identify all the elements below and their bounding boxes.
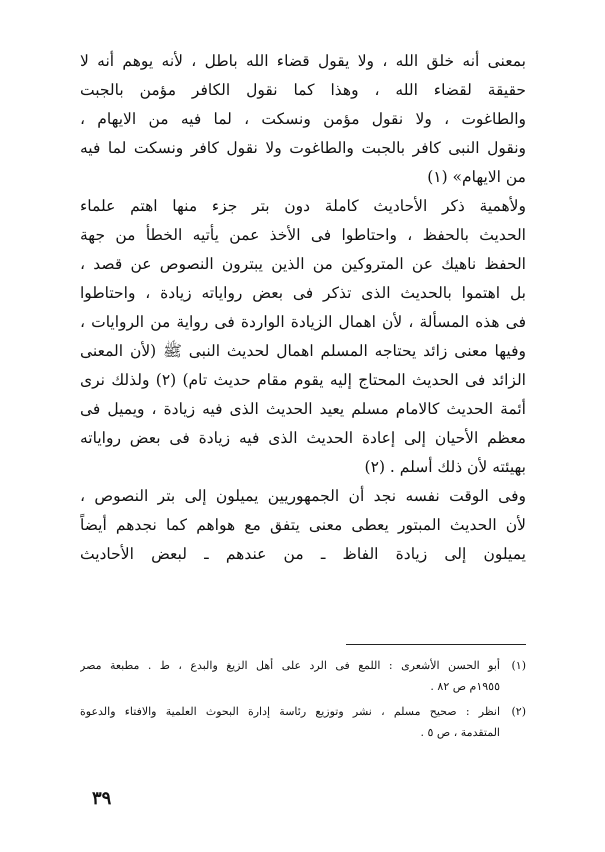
text-line: وفيها معنى زائد يحتاجه المسلم اهمال لحديث النبى ﷺ (لأن المعنى — [80, 342, 526, 360]
main-text — [80, 47, 526, 569]
text-line: لأن الحديث المبتور يعطى معنى يتفق مع هواهم كما نجدهم أيضاً — [80, 516, 526, 534]
text-line: وفى الوقت نفسه نجد أن الجمهوريين يميلون إلى بتر النصوص ، — [80, 487, 526, 505]
text-line: من الايهام» (١) — [427, 168, 526, 186]
footnote-number: (٢) — [511, 705, 526, 718]
text-line: معظم الأحيان إلى إعادة الحديث الذى فيه زيادة فى بعض رواياته — [80, 429, 526, 447]
text-line: الحفظ ناهيك عن المتروكين من الذين يبترون النصوص عن قصد ، — [80, 255, 526, 273]
text-line: حقيقة لقضاء الله ، وهذا كما نقول الكافر مؤمن بالجبت — [80, 81, 526, 99]
page-number: ٣٩ — [92, 788, 112, 809]
footnote-line: المتقدمة ، ص ٥ . — [420, 726, 500, 739]
footnote-text — [80, 701, 500, 743]
text-line: ولأهمية ذكر الأحاديث كاملة دون بتر جزء منها اهتم علماء — [80, 197, 526, 215]
text-line: يميلون إلى زيادة الفاظ ـ من عندهم ـ لبعض الأحاديث — [80, 545, 526, 563]
text-line: بهيئته لأن ذلك أسلم . (٢) — [364, 458, 526, 476]
footnote-number: (١) — [511, 659, 526, 672]
footnote — [80, 655, 526, 697]
text-line: أئمة الحديث كالامام مسلم يعيد الحديث الذى فيه زيادة ، ويميل فى — [80, 400, 526, 418]
footnotes — [80, 655, 526, 747]
text-line: بمعنى أنه خلق الله ، ولا يقول قضاء الله باطل ، لأنه يوهم أنه لا — [80, 52, 526, 70]
text-line: فى هذه المسألة ، لأن اهمال الزيادة الواردة فى رواية من الروايات ، — [80, 313, 526, 331]
text-line: ونقول النبى كافر بالجبت والطاغوت ولا نقول كافر ونسكت لما فيه — [80, 139, 526, 157]
text-line: الزائد فى الحديث المحتاج إليه يقوم مقام حديث تام) (٢) ولذلك نرى — [80, 371, 526, 389]
text-line: بل اهتموا بالحديث الذى تذكر فى بعض رواياته زيادة ، واحتاطوا — [80, 284, 526, 302]
footnote-line: انظر : صحيح مسلم ، نشر وتوزيع رئاسة إدارة البحوث العلمية والافتاء والدعوة — [80, 705, 500, 718]
footnote-line: ١٩٥٥م ص ٨٢ . — [430, 680, 500, 693]
text-line: الحديث بالحفظ ، واحتاطوا فى الأخذ عمن يأتيه الخطأ من جهة — [80, 226, 526, 244]
footnote-line: أبو الحسن الأشعرى : اللمع فى الرد على أهل الزيغ والبدع ، ط . مطبعة مصر — [80, 659, 500, 672]
text-line: والطاغوت ، ولا نقول مؤمن ونسكت ، لما فيه من الايهام ، — [80, 110, 526, 128]
footnote-text — [80, 655, 500, 697]
footnote — [80, 701, 526, 743]
footnote-separator — [346, 644, 526, 645]
